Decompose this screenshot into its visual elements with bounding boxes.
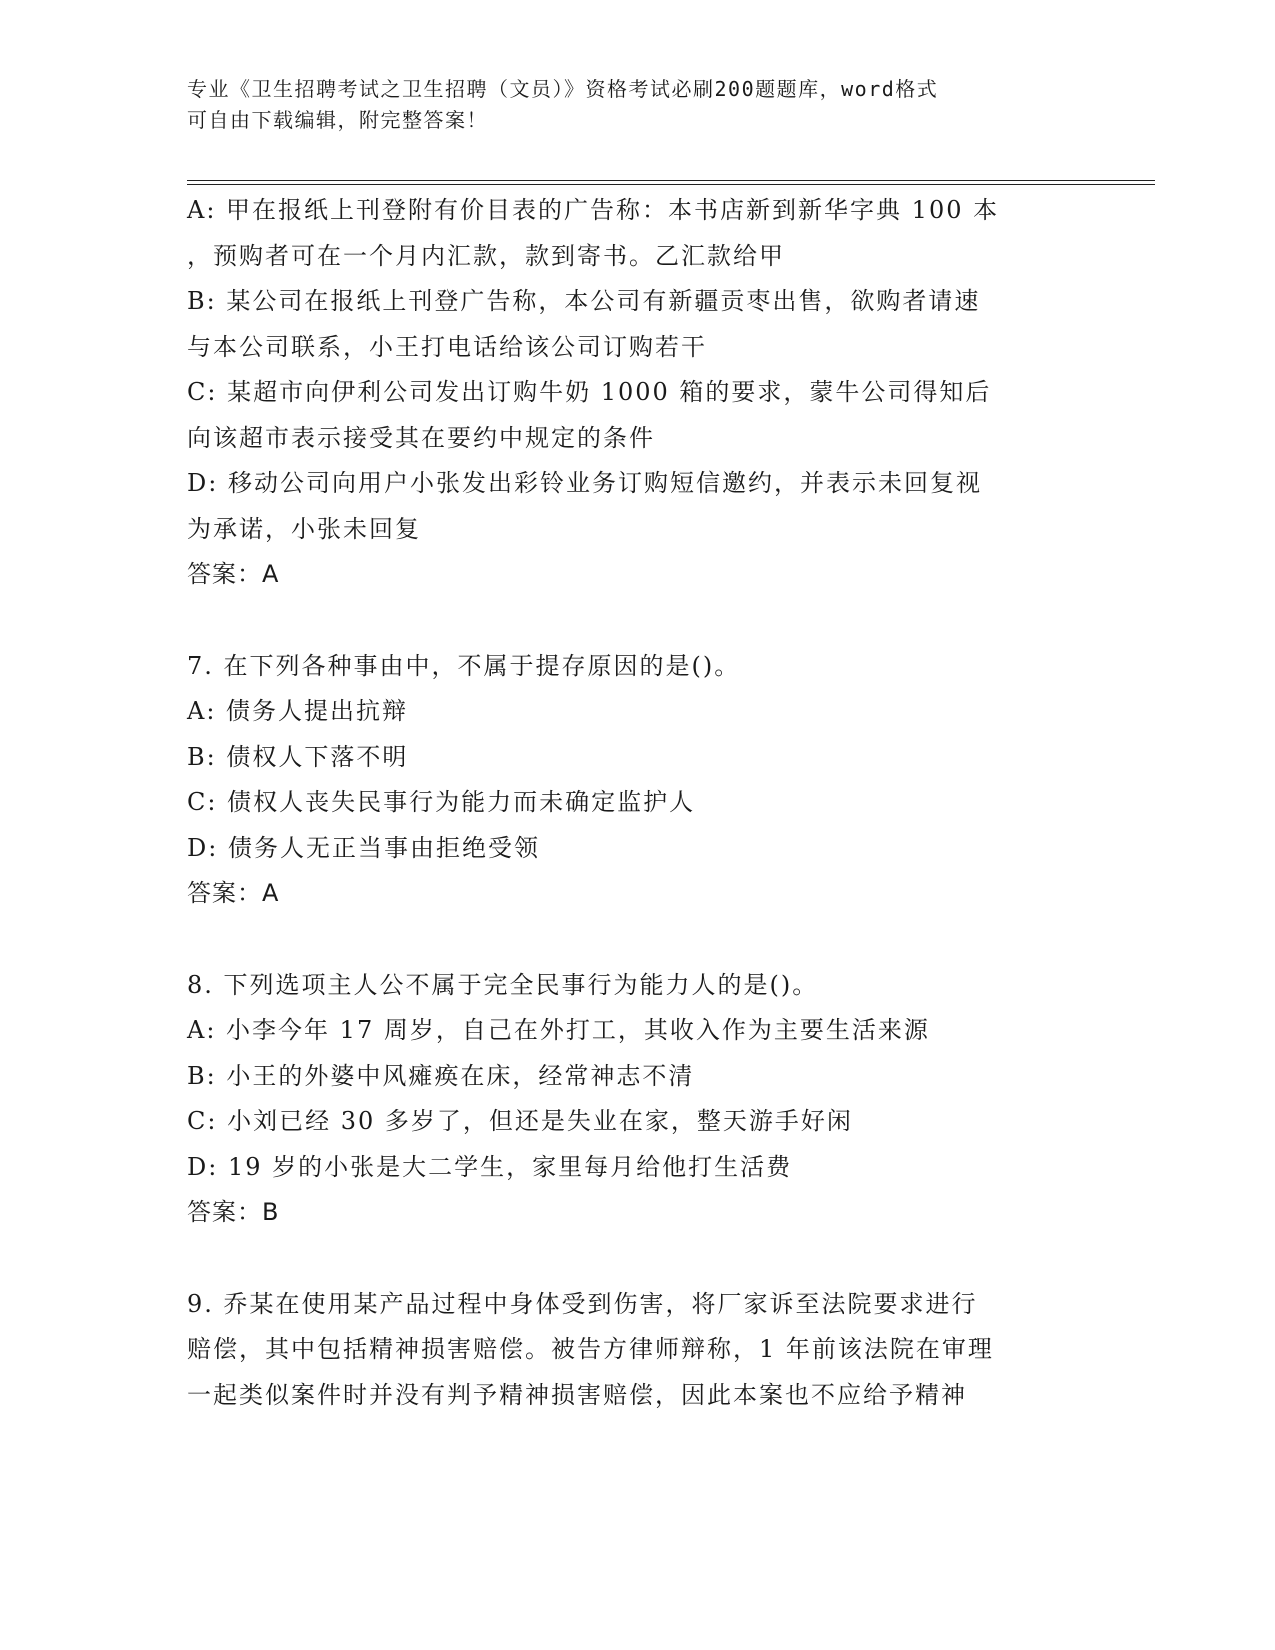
- spacer: [187, 917, 1087, 963]
- option-b: B: 债权人下落不明: [187, 742, 409, 771]
- question-text-line-1: 9. 乔某在使用某产品过程中身体受到伤害，将厂家诉至法院要求进行: [187, 1289, 978, 1318]
- answer-line: 答案：A: [187, 560, 280, 588]
- option-b-line-2: 与本公司联系，小王打电话给该公司订购若干: [187, 332, 707, 361]
- option-b: B: 小王的外婆中风瘫痪在床，经常神志不清: [187, 1061, 695, 1090]
- question-text-line-2: 赔偿，其中包括精神损害赔偿。被告方律师辩称，1 年前该法院在审理: [187, 1335, 994, 1363]
- option-a-line-1: A: 甲在报纸上刊登附有价目表的广告称：本书店新到新华字典 100 本: [187, 196, 1000, 224]
- option-d: D: 债务人无正当事由拒绝受领: [187, 833, 540, 862]
- document-body: [187, 188, 1087, 1418]
- option-d-line-2: 为承诺，小张未回复: [187, 514, 421, 543]
- option-c-line-1: C: 某超市向伊利公司发出订购牛奶 1000 箱的要求，蒙牛公司得知后: [187, 378, 992, 406]
- option-a: A: 债务人提出抗辩: [187, 697, 409, 725]
- option-c: C: 小刘已经 30 多岁了，但还是失业在家，整天游手好闲: [187, 1107, 853, 1135]
- option-a-line-2: ，预购者可在一个月内汇款，款到寄书。乙汇款给甲: [187, 241, 785, 270]
- option-a: A: 小李今年 17 周岁，自己在外打工，其收入作为主要生活来源: [187, 1016, 930, 1044]
- question-8: [187, 963, 1087, 1236]
- document-header: [187, 74, 1067, 136]
- answer-line: 答案：A: [187, 879, 280, 907]
- question-text: 7. 在下列各种事由中，不属于提存原因的是()。: [187, 651, 741, 680]
- question-prev: [187, 188, 1087, 598]
- question-9: [187, 1282, 1087, 1419]
- question-text-line-3: 一起类似案件时并没有判予精神损害赔偿，因此本案也不应给予精神: [187, 1380, 967, 1409]
- spacer: [187, 1236, 1087, 1282]
- answer-line: 答案：B: [187, 1198, 280, 1226]
- option-c-line-2: 向该超市表示接受其在要约中规定的条件: [187, 423, 655, 452]
- option-d-line-1: D: 移动公司向用户小张发出彩铃业务订购短信邀约，并表示未回复视: [187, 469, 982, 497]
- option-d: D: 19 岁的小张是大二学生，家里每月给他打生活费: [187, 1152, 793, 1181]
- question-text: 8. 下列选项主人公不属于完全民事行为能力人的是()。: [187, 970, 819, 999]
- header-title-line-1: 专业《卫生招聘考试之卫生招聘（文员）》资格考试必刷200题题库，word格式: [187, 77, 939, 101]
- header-title-line-2: 可自由下载编辑，附完整答案！: [187, 108, 488, 132]
- option-c: C: 债权人丧失民事行为能力而未确定监护人: [187, 788, 696, 816]
- header-divider-top: [187, 180, 1155, 181]
- question-7: [187, 644, 1087, 917]
- spacer: [187, 598, 1087, 644]
- option-b-line-1: B: 某公司在报纸上刊登广告称，本公司有新疆贡枣出售，欲购者请速: [187, 287, 981, 315]
- header-divider-bottom: [187, 184, 1155, 185]
